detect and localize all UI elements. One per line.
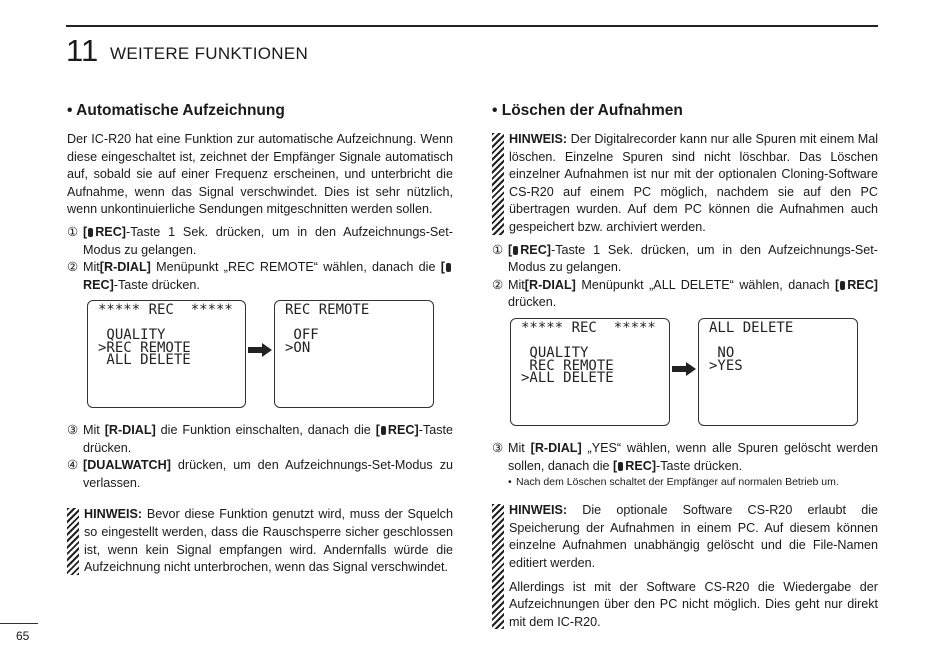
arrow-right-icon bbox=[672, 362, 696, 376]
section-heading: • Automatische Aufzeichnung bbox=[67, 102, 285, 119]
key-label: [DUALWATCH] bbox=[83, 458, 171, 473]
note-box bbox=[67, 506, 453, 576]
step-2: ② Mit[R-DIAL] Menüpunkt „REC REMOTE“ wählen, danach die [REC]-Taste drücken. bbox=[67, 259, 453, 294]
note-label: HINWEIS: bbox=[509, 503, 568, 518]
note-box bbox=[492, 131, 878, 237]
record-icon bbox=[840, 281, 845, 290]
record-icon bbox=[446, 263, 451, 272]
step-3: ③ Mit [R-DIAL] „YES“ wählen, wenn alle Spuren gelöscht werden sollen, danach die [ REC]-Taste drücken. bbox=[492, 441, 878, 473]
lcd-display-rec-remote bbox=[274, 300, 434, 408]
step-text: -Taste 1 Sek. drücken, um in den Aufzeichnungs-Set-Modus zu gelangen. bbox=[83, 224, 453, 257]
note-hatch-icon bbox=[492, 133, 504, 235]
lcd-display-menu bbox=[87, 300, 246, 408]
step-1: ① [ REC]-Taste 1 Sek. drücken, um in den Aufzeichnungs-Set-Modus zu gelangen. bbox=[67, 224, 453, 257]
key-label: REC] bbox=[95, 224, 126, 239]
record-icon bbox=[618, 462, 623, 471]
step-3: ③ Mit [R-DIAL] die Funktion einschalten, danach die [ REC]-Taste drücken. bbox=[67, 423, 453, 455]
step-number: ① bbox=[67, 224, 79, 239]
step-number: ③ bbox=[67, 423, 79, 437]
step-number: ① bbox=[492, 242, 504, 257]
section-heading: • Löschen der Aufnahmen bbox=[492, 102, 683, 119]
step-4: ④ [DUALWATCH] drücken, um den Aufzeichnungs-Set-Modus zu verlassen. bbox=[67, 458, 453, 490]
key-label: [R-DIAL] bbox=[104, 423, 156, 437]
left-column bbox=[67, 101, 453, 294]
note-hatch-icon bbox=[492, 504, 504, 629]
record-icon bbox=[513, 246, 518, 255]
step-number: ③ bbox=[492, 441, 504, 455]
lcd-text: ALL DELETE NO >YES bbox=[709, 320, 794, 374]
lcd-text: REC REMOTE OFF >ON bbox=[285, 302, 370, 356]
left-column-lower bbox=[67, 422, 453, 577]
record-icon bbox=[88, 228, 93, 237]
footer-rule bbox=[0, 623, 38, 624]
page-number: 65 bbox=[16, 629, 30, 643]
arrow-right-icon bbox=[248, 343, 272, 357]
header-rule bbox=[66, 25, 878, 27]
step-2: ② Mit[R-DIAL] Menüpunkt „ALL DELETE“ wählen, danach [ REC] drücken. bbox=[492, 277, 878, 310]
note-text: Allerdings ist mit der Software CS-R20 die Wiedergabe der Aufzeichnungen über den PC nicht möglich. Dies geht nur direkt mit dem IC-R20. bbox=[509, 579, 878, 629]
step-number: ② bbox=[67, 260, 79, 275]
note-label: HINWEIS: bbox=[84, 507, 143, 522]
lcd-display-menu bbox=[510, 318, 670, 426]
lcd-display-all-delete bbox=[698, 318, 858, 426]
key-label: [R-DIAL] bbox=[99, 260, 151, 275]
lcd-text: ***** REC ***** QUALITY >REC REMOTE ALL DELETE bbox=[98, 302, 233, 368]
note-hatch-icon bbox=[67, 508, 79, 574]
key-label: [R-DIAL] bbox=[530, 441, 582, 455]
note-label: HINWEIS: bbox=[509, 132, 568, 146]
key-label: [R-DIAL] bbox=[524, 277, 576, 292]
lcd-text: ***** REC ***** QUALITY REC REMOTE >ALL DELETE bbox=[521, 320, 656, 386]
note-box bbox=[492, 502, 878, 631]
record-icon bbox=[381, 426, 386, 435]
intro-paragraph: Der IC-R20 hat eine Funktion zur automatische Aufzeichnung. Wenn diese eingeschaltet ist, zeichnet der Empfänger Signale automatisch auf, sobald sie auf einer Frequenz erscheinen, und unterbricht die Aufnahme, wenn das Signal verschwindet. Dies ist sehr nützlich, wenn unkontinuierliche Sendungen mitgeschnitten werden sollen. bbox=[67, 132, 453, 217]
step-number: ② bbox=[492, 277, 504, 292]
right-column-lower bbox=[492, 440, 878, 631]
note-text: Die optionale Software CS-R20 erlaubt die Speicherung der Aufnahmen in einem PC. Auf diesem können einzelne Aufnahmen unabhängig gelöscht und die File-Namen editiert werden. bbox=[509, 503, 878, 570]
chapter-number: 11 bbox=[66, 33, 99, 68]
step-number: ④ bbox=[67, 458, 79, 473]
bullet-item: • Nach dem Löschen schaltet der Empfänger auf normalen Betrieb um. bbox=[508, 476, 839, 489]
note-text: Der Digitalrecorder kann nur alle Spuren mit einem Mal löschen. Einzelne Spuren sind nicht löschbar. Das Löschen einzelner Aufnahmen ist nur mit der optionalen Cloning-Software CS-R20 auf einem PC möglich, nachdem sie auf den PC übertragen wurden. Auf dem PC können die Aufnahmen auch gespeichert bzw. archiviert werden. bbox=[509, 132, 878, 234]
right-column bbox=[492, 101, 878, 312]
chapter-title: WEITERE FUNKTIONEN bbox=[110, 44, 309, 63]
step-1: ① [ REC]-Taste 1 Sek. drücken, um in den Aufzeichnungs-Set-Modus zu gelangen. bbox=[492, 242, 878, 275]
note-text: Bevor diese Funktion genutzt wird, muss der Squelch so eingestellt werden, dass die Rauschsperre sicher geschlossen ist, wenn kein Signal empfangen wird. Andernfalls würde die Aufzeichnung nicht unterbrochen, wenn das Signal verschwindet. bbox=[84, 507, 453, 575]
